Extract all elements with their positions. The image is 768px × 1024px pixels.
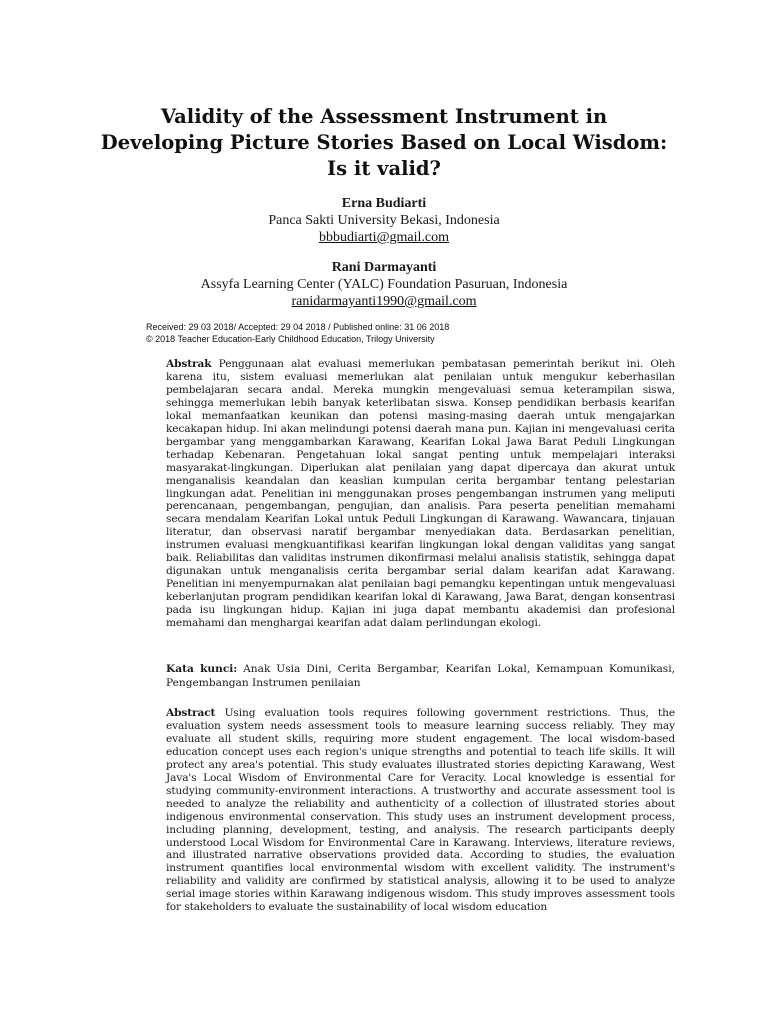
kata-kunci-label: Kata kunci: [166,663,238,675]
author-email-link[interactable]: ranidarmayanti1990@gmail.com [291,294,477,309]
abstrak-paragraph [166,358,675,630]
publication-meta [146,321,449,345]
kata-kunci-paragraph [166,663,675,690]
publication-dates: Received: 29 03 2018/ Accepted: 29 04 2018 / Published online: 31 06 2018 [146,322,450,332]
abstrak-label: Abstrak [166,358,212,370]
paper-title [100,104,668,182]
title-line-1: Validity of the Assessment Instrument in [160,105,608,128]
author-block-2 [100,259,668,310]
abstrak-text: Penggunaan alat evaluasi memerlukan pembatasan pemerintah berikut ini. Oleh karena itu, sistem evaluasi memerlukan alat penilaian untuk mengukur keberhasilan pembelajaran secara andal. Mereka mungkin mengevaluasi semua keterampilan siswa, sehingga memerlukan lebih banyak keterlibatan siswa. Konsep pendidikan berbasis kearifan lokal memanfaatkan keunikan dan potensi masing-masing daerah untuk mengajarkan kecakapan hidup. Ini akan melindungi potensi daerah mana pun. Kajian ini mengevaluasi cerita bergambar yang menggambarkan Karawang, Kearifan Lokal Jawa Barat Peduli Lingkungan terhadap Kebenaran. Pengetahuan lokal sangat penting untuk mempelajari interaksi masyarakat-lingkungan. Diperlukan alat penilaian yang dapat dipercaya dan akurat untuk menganalisis keandalan dan keaslian kumpulan cerita bergambar tentang pelestarian lingkungan adat. Penelitian ini menggunakan proses pengembangan instrumen yang meliputi perencanaan, pengembangan, pengujian, dan analisis. Para peserta penelitian memahami secara mendalam Kearifan Lokal untuk Peduli Lingkungan di Karawang. Wawancara, tinjauan literatur, dan observasi naratif bergambar menyediakan data. Berdasarkan penelitian, instrumen evaluasi mengkuantifikasi kearifan lingkungan lokal dengan validitas yang sangat baik. Reliabilitas dan validitas instrumen dikonfirmasi melalui analisis statistik, sehingga dapat digunakan untuk menganalisis cerita bergambar serial dalam kearifan adat Karawang. Penelitian ini menyempurnakan alat penilaian bagi pemangku kepentingan untuk mengevaluasi keberlanjutan program pendidikan kearifan lokal di Karawang, Jawa Barat, dengan konsentrasi pada isu lingkungan hidup. Kajian ini juga dapat membantu akademisi dan profesional memahami dan menghargai kearifan adat dalam perlindungan ekologi. [166,358,675,630]
kata-kunci-text: Anak Usia Dini, Cerita Bergambar, Kearifan Lokal, Kemampuan Komunikasi, Pengembangan Instrumen penilaian [166,663,676,689]
abstract-section [166,707,675,914]
abstrak-section [166,358,675,630]
abstract-label: Abstract [166,707,216,719]
author-name: Erna Budiarti [341,196,427,211]
copyright-notice: © 2018 Teacher Education-Early Childhood Education, Trilogy University [146,334,435,344]
author-name: Rani Darmayanti [331,260,437,275]
author-affiliation: Panca Sakti University Bekasi, Indonesia [268,213,500,228]
title-line-2: Developing Picture Stories Based on Local Wisdom: [100,131,668,154]
abstract-paragraph [166,707,675,914]
title-line-3: Is it valid? [327,157,441,180]
author-affiliation: Assyfa Learning Center (YALC) Foundation Pasuruan, Indonesia [200,277,568,292]
author-block-1 [100,195,668,246]
abstract-text: Using evaluation tools requires following government restrictions. Thus, the evaluation system needs assessment tools to measure learning success reliably. They may evaluate all student skills, requiring more student engagement. The local wisdom-based education concept uses each region's unique strengths and potential to teach life skills. It will protect any area's potential. This study evaluates illustrated stories depicting Karawang, West Java's Local Wisdom of Environmental Care for Veracity. Local knowledge is essential for studying community-environment interactions. A trustworthy and accurate assessment tool is needed to analyze the reliability and authenticity of a collection of illustrated stories about indigenous environmental conservation. This study uses an instrument development process, including planning, development, testing, and analysis. The research participants deeply understood Local Wisdom for Environmental Care in Karawang. Interviews, literature reviews, and illustrated narrative observations provided data. According to studies, the evaluation instrument quantifies local environmental wisdom with excellent validity. The instrument's reliability and validity are confirmed by statistical analysis, allowing it to be used to analyze serial image stories within Karawang indigenous wisdom. This study improves assessment tools for stakeholders to evaluate the sustainability of local wisdom education [166,707,675,914]
kata-kunci-section [166,663,675,690]
author-email-link[interactable]: bbbudiarti@gmail.com [319,230,449,245]
